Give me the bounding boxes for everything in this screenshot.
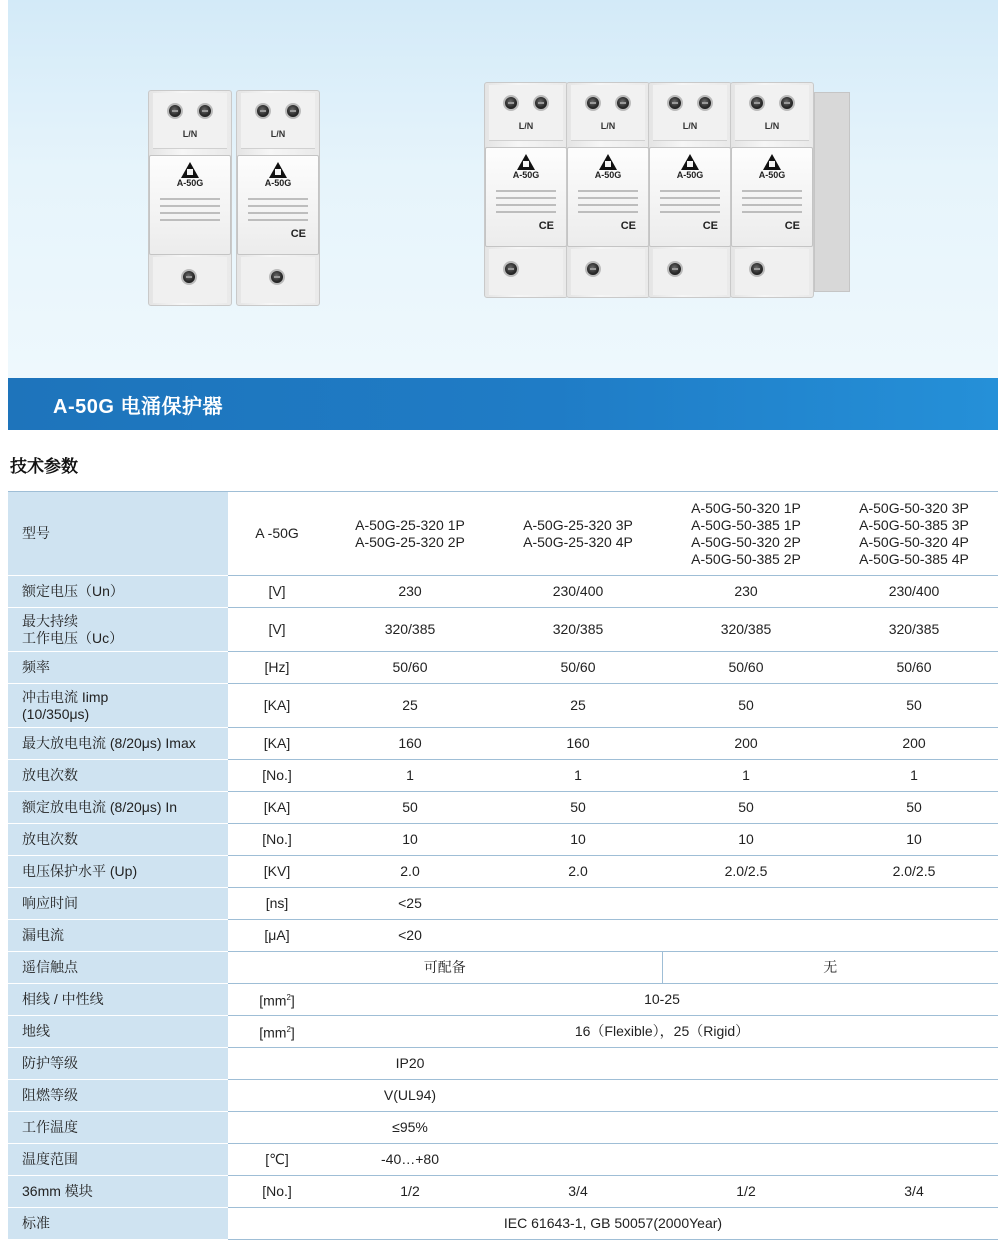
table-row: [8, 652, 998, 684]
value-cell: 2.0: [494, 856, 662, 888]
table-row: [8, 920, 998, 952]
model-cell: A-50G-25-320 1P A-50G-25-320 2P: [326, 492, 494, 576]
row-label: 放电次数: [8, 760, 228, 792]
row-label: 最大持续 工作电压（Uc）: [8, 608, 228, 652]
value-cell: 1: [494, 760, 662, 792]
table-row: [8, 952, 998, 984]
brand-logo-icon: [763, 154, 781, 170]
table-row: [8, 1176, 998, 1208]
device-model-tag: A-50G: [594, 170, 622, 180]
device-pole: [484, 82, 568, 298]
product-photo: [8, 0, 998, 378]
value-cell: 50: [494, 792, 662, 824]
unit-cell: [μA]: [228, 920, 326, 952]
unit-cell: [KV]: [228, 856, 326, 888]
row-label: 阻燃等级: [8, 1080, 228, 1112]
brand-logo-icon: [269, 162, 287, 178]
ce-mark: CE: [702, 220, 718, 232]
spec-table: [8, 491, 998, 1240]
row-label: 标准: [8, 1208, 228, 1240]
value-cell: 50: [830, 684, 998, 728]
value-cell: 230/400: [830, 576, 998, 608]
pole-terminal-label: L/N: [518, 121, 534, 131]
unit-cell: $[mm^2]$: [228, 984, 326, 1016]
brand-logo-icon: [599, 154, 617, 170]
table-row: [8, 608, 998, 652]
value-cell: 10: [326, 824, 494, 856]
value-cell: ≤95%: [326, 1112, 494, 1144]
value-cell: 50: [662, 684, 830, 728]
table-row: [8, 888, 998, 920]
table-row: [8, 1112, 998, 1144]
value-cell: 3/4: [494, 1176, 662, 1208]
brand-logo-icon: [681, 154, 699, 170]
device-model-tag: A-50G: [176, 178, 204, 188]
value-cell: 200: [830, 728, 998, 760]
value-cell: 200: [662, 728, 830, 760]
table-row: [8, 856, 998, 888]
table-row: [8, 824, 998, 856]
value-cell: 2.0/2.5: [830, 856, 998, 888]
pole-terminal-label: L/N: [764, 121, 780, 131]
value-cell: 50: [830, 792, 998, 824]
value-cell: 10: [830, 824, 998, 856]
row-label: 型号: [8, 492, 228, 576]
value-cell: 320/385: [662, 608, 830, 652]
ce-mark: CE: [620, 220, 636, 232]
row-label: 防护等级: [8, 1048, 228, 1080]
value-cell: 2.0/2.5: [662, 856, 830, 888]
value-cell: 可配备: [228, 952, 662, 984]
value-cell: 50: [662, 792, 830, 824]
table-row: [8, 1144, 998, 1176]
value-cell: 25: [494, 684, 662, 728]
row-label: 温度范围: [8, 1144, 228, 1176]
product-title-bar: [8, 378, 998, 430]
surge-protector-2p-image: [148, 90, 338, 310]
device-model-tag: A-50G: [758, 170, 786, 180]
ce-mark: CE: [538, 220, 554, 232]
device-pole: [236, 90, 320, 306]
brand-logo-icon: [517, 154, 535, 170]
row-label: 冲击电流 Iimp (10/350μs): [8, 684, 228, 728]
value-cell: IP20: [326, 1048, 494, 1080]
value-cell: 3/4: [830, 1176, 998, 1208]
table-row: [8, 984, 998, 1016]
unit-cell: [KA]: [228, 728, 326, 760]
table-row: [8, 1080, 998, 1112]
unit-cell: A -50G: [228, 492, 326, 576]
row-label: 地线: [8, 1016, 228, 1048]
row-label: 工作温度: [8, 1112, 228, 1144]
table-row: [8, 1048, 998, 1080]
value-cell: 1: [662, 760, 830, 792]
row-label: 36mm 模块: [8, 1176, 228, 1208]
row-label: 频率: [8, 652, 228, 684]
unit-cell: [No.]: [228, 824, 326, 856]
value-cell: 10: [662, 824, 830, 856]
surge-protector-4p-image: [484, 82, 854, 318]
device-model-tag: A-50G: [676, 170, 704, 180]
model-cell: A-50G-25-320 3P A-50G-25-320 4P: [494, 492, 662, 576]
section-title: 技术参数: [10, 457, 78, 476]
value-cell: 50/60: [494, 652, 662, 684]
unit-cell: [No.]: [228, 760, 326, 792]
value-cell: 1/2: [326, 1176, 494, 1208]
unit-cell: [KA]: [228, 684, 326, 728]
value-cell: V(UL94): [326, 1080, 494, 1112]
value-cell: 1: [326, 760, 494, 792]
unit-cell: [No.]: [228, 1176, 326, 1208]
value-cell: <20: [326, 920, 494, 952]
row-label: 漏电流: [8, 920, 228, 952]
unit-cell: [V]: [228, 576, 326, 608]
device-pole: [730, 82, 814, 298]
pole-terminal-label: L/N: [600, 121, 616, 131]
model-cell: A-50G-50-320 3P A-50G-50-385 3P A-50G-50-320 4P A-50G-50-385 4P: [830, 492, 998, 576]
row-label: 电压保护水平 (Up): [8, 856, 228, 888]
value-cell: 2.0: [326, 856, 494, 888]
unit-cell: [V]: [228, 608, 326, 652]
value-cell: 无: [662, 952, 998, 984]
table-row: [8, 760, 998, 792]
ce-mark: CE: [290, 228, 306, 240]
value-cell: -40…+80: [326, 1144, 494, 1176]
table-row: [8, 728, 998, 760]
value-cell: 320/385: [830, 608, 998, 652]
device-model-tag: A-50G: [512, 170, 540, 180]
value-cell: 1: [830, 760, 998, 792]
value-cell: 320/385: [326, 608, 494, 652]
value-cell: 50/60: [662, 652, 830, 684]
value-cell: IEC 61643-1, GB 50057(2000Year): [228, 1208, 998, 1240]
unit-cell: [KA]: [228, 792, 326, 824]
value-cell: 10: [494, 824, 662, 856]
value-cell: <25: [326, 888, 494, 920]
device-pole: [566, 82, 650, 298]
row-label: 响应时间: [8, 888, 228, 920]
value-cell: 10-25: [326, 984, 998, 1016]
model-cell: A-50G-50-320 1P A-50G-50-385 1P A-50G-50-320 2P A-50G-50-385 2P: [662, 492, 830, 576]
value-cell: 50/60: [326, 652, 494, 684]
row-label: 最大放电电流 (8/20μs) Imax: [8, 728, 228, 760]
value-cell: 1/2: [662, 1176, 830, 1208]
row-label: 放电次数: [8, 824, 228, 856]
unit-cell: $[mm^2]$: [228, 1016, 326, 1048]
row-label: 额定放电电流 (8/20μs) In: [8, 792, 228, 824]
table-row: [8, 1208, 998, 1240]
value-cell: 50/60: [830, 652, 998, 684]
unit-cell: [℃]: [228, 1144, 326, 1176]
unit-cell: [Hz]: [228, 652, 326, 684]
value-cell: 320/385: [494, 608, 662, 652]
value-cell: 230/400: [494, 576, 662, 608]
table-row: [8, 576, 998, 608]
value-cell: 160: [494, 728, 662, 760]
value-cell: 230: [662, 576, 830, 608]
table-row: [8, 492, 998, 576]
table-row: [8, 684, 998, 728]
brand-logo-icon: [181, 162, 199, 178]
pole-terminal-label: L/N: [270, 129, 286, 139]
product-title: A-50G 电涌保护器: [53, 396, 223, 418]
value-cell: 16（Flexible），25（Rigid）: [326, 1016, 998, 1048]
value-cell: 25: [326, 684, 494, 728]
value-cell: 230: [326, 576, 494, 608]
table-row: [8, 1016, 998, 1048]
device-pole: [148, 90, 232, 306]
row-label: 额定电压（Un）: [8, 576, 228, 608]
row-label: 相线 / 中性线: [8, 984, 228, 1016]
row-label: 遥信触点: [8, 952, 228, 984]
device-pole: [648, 82, 732, 298]
value-cell: 50: [326, 792, 494, 824]
value-cell: 160: [326, 728, 494, 760]
table-row: [8, 792, 998, 824]
pole-terminal-label: L/N: [682, 121, 698, 131]
ce-mark: CE: [784, 220, 800, 232]
device-model-tag: A-50G: [264, 178, 292, 188]
pole-terminal-label: L/N: [182, 129, 198, 139]
unit-cell: [ns]: [228, 888, 326, 920]
